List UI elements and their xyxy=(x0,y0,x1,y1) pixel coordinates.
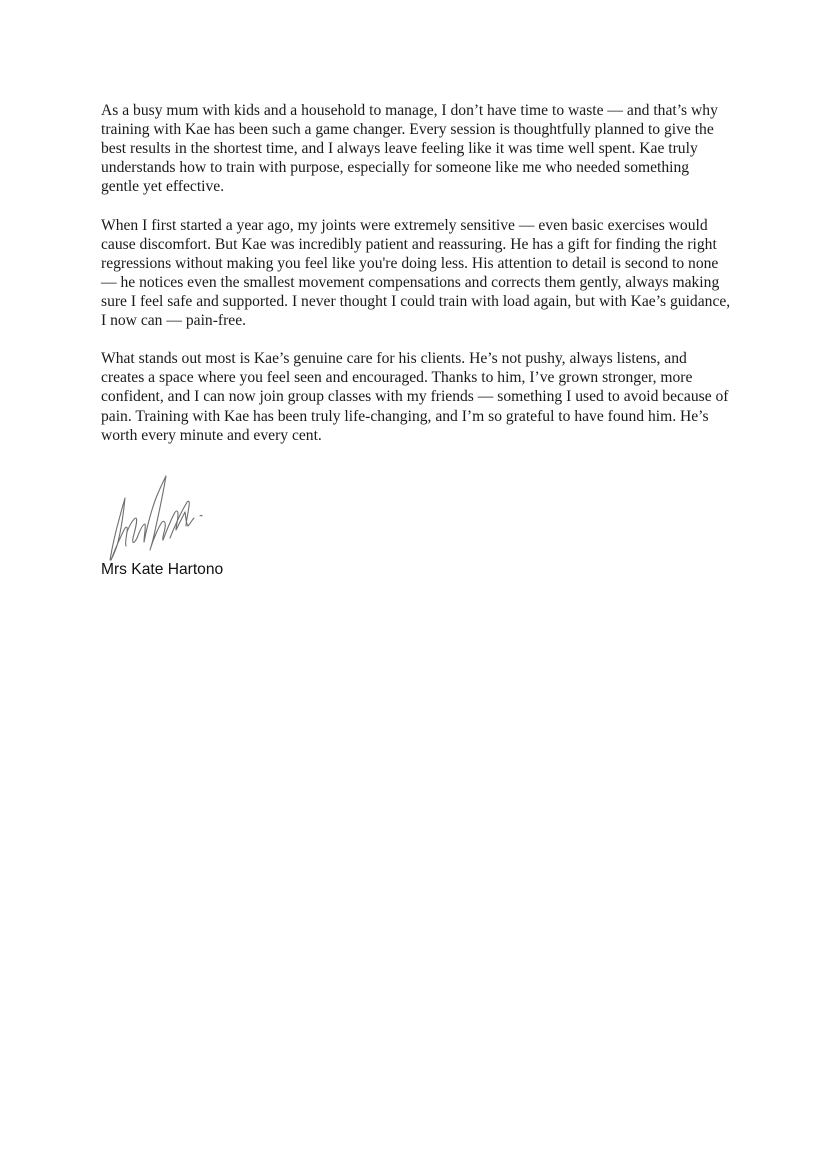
paragraph-1: As a busy mum with kids and a household to manage, I don’t have time to waste — and that’s why training with Kae has been such a game changer. Every session is thoughtfully planned to give the best results in the shortest time, and I always leave feeling like it was time well spent. Kae truly understands how to train with purpose, especially for someone like me who needed something gentle yet effective. xyxy=(101,102,718,196)
letter-body xyxy=(101,101,731,464)
handwritten-signature xyxy=(100,468,220,568)
paragraph-3: What stands out most is Kae’s genuine care for his clients. He’s not pushy, always listens, and creates a space where you feel seen and encouraged. Thanks to him, I’ve grown stronger, more confident, and I can now join group classes with my friends — something I used to avoid because of pain. Training with Kae has been truly life-changing, and I’m so grateful to have found him. He’s worth every minute and every cent. xyxy=(101,350,729,444)
paragraph-2: When I first started a year ago, my joints were extremely sensitive — even basic exercises would cause discomfort. But Kae was incredibly patient and reassuring. He has a gift for finding the right regressions without making you feel like you're doing less. His attention to detail is second to none — he notices even the smallest movement compensations and corrects them gently, always making sure I feel safe and supported. I never thought I could train with load again, but with Kae’s guidance, I now can — pain-free. xyxy=(101,216,731,330)
signer-name: Mrs Kate Hartono xyxy=(101,561,224,578)
